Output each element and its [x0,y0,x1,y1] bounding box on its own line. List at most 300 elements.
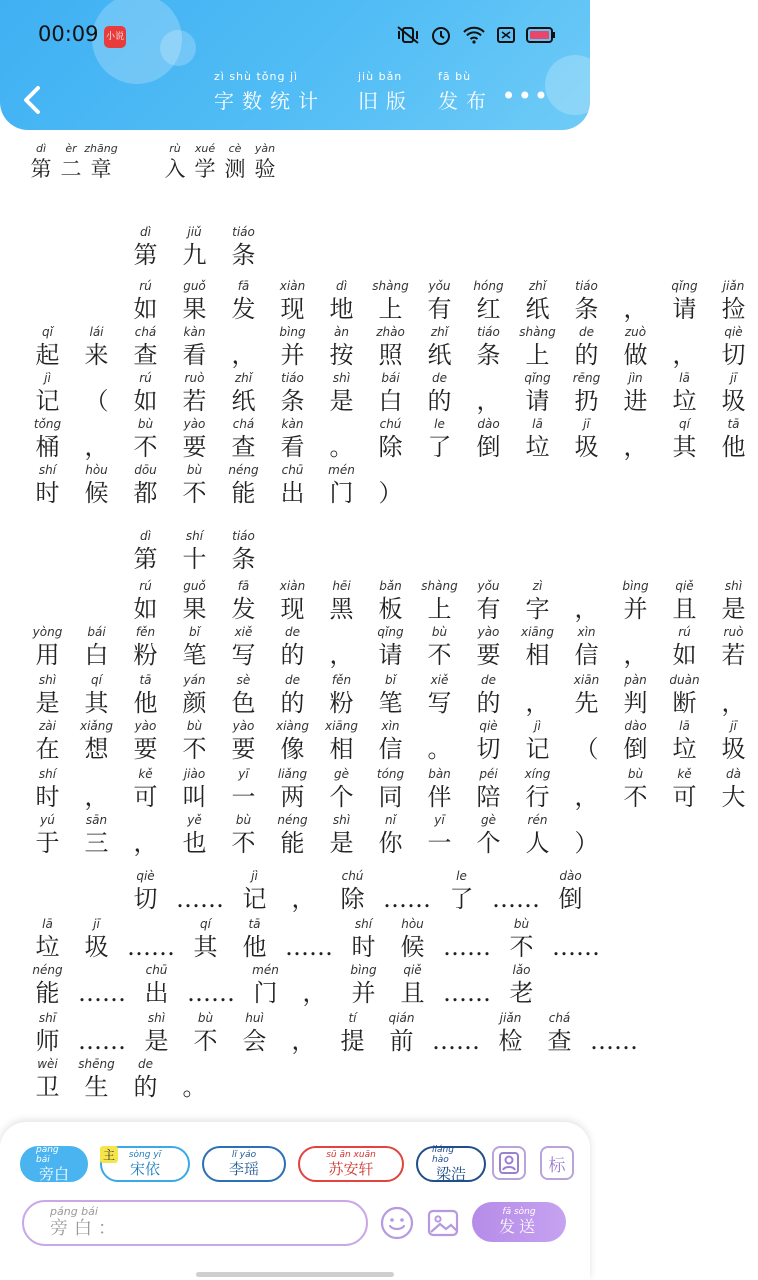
back-chevron-left-icon[interactable] [18,80,48,120]
hanzi: 先 [574,689,599,717]
text-char [72,962,132,1008]
pinyin: shì [147,1011,166,1025]
pinyin: xiě [234,625,253,639]
text-char [709,766,758,812]
pinyin: zì [532,579,543,593]
hanzi: 时 [351,933,376,961]
pinyin: duàn [669,673,700,687]
text-char [23,624,72,670]
hanzi: …… [383,885,431,913]
pinyin: xiàng [275,719,309,733]
role-chip-li-yao[interactable] [202,1146,286,1182]
pinyin: dà [726,767,741,781]
pinyin: guǒ [183,579,206,593]
text-char [366,812,415,858]
text-line [23,962,546,1008]
text-line [23,224,268,270]
hanzi: 不 [509,933,534,961]
hanzi: 发 [231,595,256,623]
text-char [121,812,170,858]
pinyin: zài [39,719,56,733]
text-char [219,718,268,764]
chapter-char [56,142,86,182]
text-char [317,370,366,416]
text-char [121,324,170,370]
hanzi: 检 [498,1027,523,1055]
text-char [464,718,513,764]
publish-button[interactable] [438,70,494,114]
hanzi: 垃 [672,735,697,763]
hanzi: 第 [30,157,52,181]
hanzi: 如 [133,295,158,323]
hanzi: 个 [329,783,354,811]
text-char [366,578,415,624]
image-icon[interactable] [426,1206,460,1240]
hanzi: 进 [623,387,648,415]
text-char [562,578,611,624]
hanzi: …… [176,885,224,913]
pinyin: shì [332,813,351,827]
hanzi: 请 [672,295,697,323]
hanzi: 除 [378,433,403,461]
text-char [464,370,513,416]
text-char [23,672,72,718]
text-char [170,766,219,812]
text-char [72,812,121,858]
pinyin: bái [87,625,106,639]
pinyin: shí [38,463,57,477]
text-char [23,324,72,370]
text-char [219,578,268,624]
pinyin: pàn [624,673,647,687]
pinyin: dì [140,529,151,543]
hanzi: 行 [525,783,550,811]
hanzi: …… [78,979,126,1007]
word-count-pinyin: zì shù tǒng jì [214,70,299,83]
pinyin: rú [139,279,152,293]
hanzi: 了 [449,885,474,913]
hanzi: 卫 [35,1073,60,1101]
text-char [513,324,562,370]
text-char [241,962,290,1008]
send-label: 发送 [498,1217,539,1236]
pinyin: de [432,371,447,385]
pinyin: zhǐ [528,279,547,293]
text-char [219,672,268,718]
pinyin: bìng [279,325,306,339]
hanzi: 二 [60,157,82,181]
text-char [170,224,219,270]
text-char [219,278,268,324]
text-char [415,578,464,624]
app-notification-icon: 小说 [104,26,126,48]
text-char [268,766,317,812]
tag-button[interactable]: 标 [540,1146,574,1180]
hanzi: 一 [427,829,452,857]
text-char [121,416,170,462]
text-char [219,624,268,670]
hanzi: 要 [182,433,207,461]
text-char [219,462,268,508]
smiley-icon[interactable] [380,1206,414,1240]
text-char [388,962,437,1008]
hanzi: 记 [242,885,267,913]
pinyin: kě [138,767,153,781]
hanzi: 是 [329,387,354,415]
pinyin: tiáo [232,225,255,239]
alarm-icon [430,24,452,46]
pinyin: shì [332,371,351,385]
input-prefix: 旁白： [50,1218,122,1239]
text-char [23,578,72,624]
pinyin: néng [228,463,259,477]
top-navigation [0,70,590,130]
hanzi: 会 [242,1027,267,1055]
pinyin: xiàn [279,579,306,593]
compose-panel [0,1122,590,1280]
hanzi: 做 [623,341,648,369]
hanzi: 果 [182,295,207,323]
text-char [437,916,497,962]
text-char [513,416,562,462]
text-char [170,370,219,416]
pinyin: wèi [37,1057,58,1071]
chapter-char [220,142,250,182]
hanzi: 不 [193,1027,218,1055]
hanzi: 并 [280,341,305,369]
text-char [23,462,72,508]
pinyin: qián [388,1011,415,1025]
text-char [415,278,464,324]
pinyin: qí [679,417,690,431]
text-char [23,962,72,1008]
pinyin: néng [277,813,308,827]
text-char [562,416,611,462]
role-chip-liang-hao[interactable] [416,1146,486,1182]
hanzi: ） [378,479,403,507]
hanzi: 现 [280,295,305,323]
role-pinyin: liáng hào [432,1145,454,1165]
old-version-button[interactable] [358,70,414,114]
hanzi: …… [443,933,491,961]
text-char [709,370,758,416]
text-char [268,718,317,764]
text-char [72,718,121,764]
hanzi: 是 [329,829,354,857]
hanzi: 是 [35,689,60,717]
pinyin: yán [183,673,206,687]
hanzi: 要 [231,735,256,763]
pinyin: péi [479,767,498,781]
hanzi: 纸 [427,341,452,369]
pinyin: rù [169,142,181,155]
pinyin: le [434,417,445,431]
text-char [121,672,170,718]
hanzi: 请 [525,387,550,415]
text-char [464,324,513,370]
text-line [23,578,758,624]
pinyin: qí [91,673,102,687]
text-char [415,812,464,858]
text-line [23,1056,219,1102]
pinyin: jì [534,719,541,733]
hanzi: 出 [144,979,169,1007]
pinyin: de [285,673,300,687]
text-char [72,462,121,508]
text-line [23,370,758,416]
text-char [328,868,377,914]
hanzi: （ [84,387,109,415]
text-char [317,812,366,858]
hanzi: ， [302,979,327,1007]
pinyin: hòu [85,463,108,477]
main-role-badge: 主 [100,1146,118,1163]
pinyin: shī [38,1011,57,1025]
pinyin: chá [232,417,255,431]
pinyin: sān [85,813,108,827]
mute-vibrate-icon [396,25,420,45]
hanzi: 切 [133,885,158,913]
hanzi: ， [623,295,648,323]
hanzi: 来 [84,341,109,369]
role-manage-button[interactable] [492,1146,526,1180]
hanzi: 上 [525,341,550,369]
hanzi: …… [187,979,235,1007]
sim-icon [496,25,516,45]
hanzi: 色 [231,689,256,717]
pinyin: chú [379,417,402,431]
text-char [170,578,219,624]
hanzi: 是 [144,1027,169,1055]
pinyin: tā [727,417,740,431]
pinyin: qiè [724,325,743,339]
text-char [709,718,758,764]
text-char [170,324,219,370]
text-char [611,766,660,812]
home-indicator[interactable] [196,1272,394,1277]
text-char [366,766,415,812]
text-char [366,324,415,370]
hanzi: 入 [164,157,186,181]
text-char [709,416,758,462]
hanzi: 切 [721,341,746,369]
pinyin: qǐng [377,625,404,639]
pinyin: xué [194,142,216,155]
hanzi: 陪 [476,783,501,811]
text-char [377,1010,426,1056]
status-bar [0,18,590,52]
pinyin: lǎo [512,963,531,977]
hanzi: 门 [253,979,278,1007]
hanzi: 要 [476,641,501,669]
pinyin: bǐ [189,625,200,639]
pinyin: qiè [479,719,498,733]
hanzi: 伴 [427,783,452,811]
hanzi: …… [78,1027,126,1055]
pinyin: chū [145,963,168,977]
hanzi: 其 [672,433,697,461]
hanzi: 不 [623,783,648,811]
text-char [611,416,660,462]
chapter-char [86,142,116,182]
hanzi: 如 [672,641,697,669]
text-char [72,916,121,962]
pinyin: mén [252,963,279,977]
hanzi: 。 [329,433,354,461]
hanzi: 请 [378,641,403,669]
role-selector [20,1146,486,1182]
hanzi: 判 [623,689,648,717]
pinyin: hēi [332,579,351,593]
hanzi: 章 [90,157,112,181]
hanzi: ， [574,783,599,811]
text-char [23,812,72,858]
text-char [72,624,121,670]
text-char [279,916,339,962]
role-chip-song-yi[interactable] [100,1146,190,1182]
text-char [366,672,415,718]
hanzi: 写 [427,689,452,717]
text-char [415,324,464,370]
hanzi: （ [574,735,599,763]
text-char [121,462,170,508]
word-count-button[interactable] [214,70,326,114]
text-char [497,916,546,962]
pinyin: bǐ [385,673,396,687]
pinyin: kàn [281,417,304,431]
role-pinyin: sòng yī [128,1150,162,1160]
message-input[interactable] [22,1200,368,1246]
hanzi: ， [574,595,599,623]
text-char [230,868,279,914]
pinyin: yào [477,625,500,639]
pinyin: bù [235,813,252,827]
pinyin: bǎn [379,579,402,593]
pinyin: xiāng [520,625,554,639]
text-char [72,224,121,270]
hanzi: 圾 [84,933,109,961]
text-char [268,370,317,416]
pinyin: shì [724,579,743,593]
pinyin: shí [38,767,57,781]
role-pinyin: lǐ yáo [231,1150,257,1160]
hanzi: 于 [35,829,60,857]
pinyin: de [138,1057,153,1071]
pinyin: dào [624,719,647,733]
text-char [317,324,366,370]
hanzi: 条 [574,295,599,323]
hanzi: 条 [231,545,256,573]
text-char [415,766,464,812]
text-char [486,868,546,914]
hanzi: 两 [280,783,305,811]
hanzi: 他 [242,933,267,961]
hanzi: 不 [182,735,207,763]
text-char [709,624,758,670]
hanzi: 用 [35,641,60,669]
text-char [513,718,562,764]
text-char [121,528,170,574]
text-line [23,916,606,962]
text-char [660,766,709,812]
pinyin: shàng [372,279,409,293]
text-char [388,916,437,962]
pinyin: bù [197,1011,214,1025]
hanzi: 门 [329,479,354,507]
text-char [513,624,562,670]
text-char [464,766,513,812]
hanzi: 生 [84,1073,109,1101]
hanzi: ， [525,689,550,717]
text-char [219,812,268,858]
text-line [23,624,758,670]
text-char [464,416,513,462]
text-char [464,578,513,624]
text-char [170,624,219,670]
hanzi: 不 [231,829,256,857]
pinyin: lā [42,917,53,931]
pinyin: yào [232,719,255,733]
hanzi: 他 [133,689,158,717]
hanzi: 想 [84,735,109,763]
pinyin: jiǎn [722,279,745,293]
pinyin: ruò [184,371,205,385]
role-chip-su-an-xuan[interactable] [298,1146,404,1182]
text-char [23,370,72,416]
send-button[interactable] [472,1202,566,1242]
text-char [23,1010,72,1056]
pinyin: yǒu [428,279,451,293]
pinyin: shì [38,673,57,687]
text-char [219,766,268,812]
text-char [72,324,121,370]
text-char [72,868,121,914]
hanzi: ， [672,341,697,369]
pinyin: bù [137,417,154,431]
pinyin: zhǐ [430,325,449,339]
text-char [611,624,660,670]
hanzi: …… [285,933,333,961]
input-prefix-pinyin: páng bái [50,1205,98,1218]
text-char [464,278,513,324]
text-char [660,324,709,370]
hanzi: 桶 [35,433,60,461]
pinyin: shēng [78,1057,115,1071]
pinyin: lā [679,719,690,733]
text-char [317,624,366,670]
chapter-char [160,142,190,182]
text-char [486,1010,535,1056]
pinyin: lái [89,325,104,339]
pinyin: yú [40,813,55,827]
role-chip-narrator[interactable] [20,1146,88,1182]
hanzi: 且 [400,979,425,1007]
hanzi: 也 [182,829,207,857]
hanzi: 人 [525,829,550,857]
text-char [23,416,72,462]
hanzi: 纸 [231,387,256,415]
hanzi: 字 [525,595,550,623]
text-char [132,962,181,1008]
text-char [279,1010,328,1056]
pinyin: kě [677,767,692,781]
more-options-icon[interactable]: ••• [501,82,550,110]
pinyin: tiáo [477,325,500,339]
text-char [170,718,219,764]
story-content[interactable] [0,138,746,1118]
pinyin: zhāng [84,142,118,155]
hanzi: 白 [84,641,109,669]
